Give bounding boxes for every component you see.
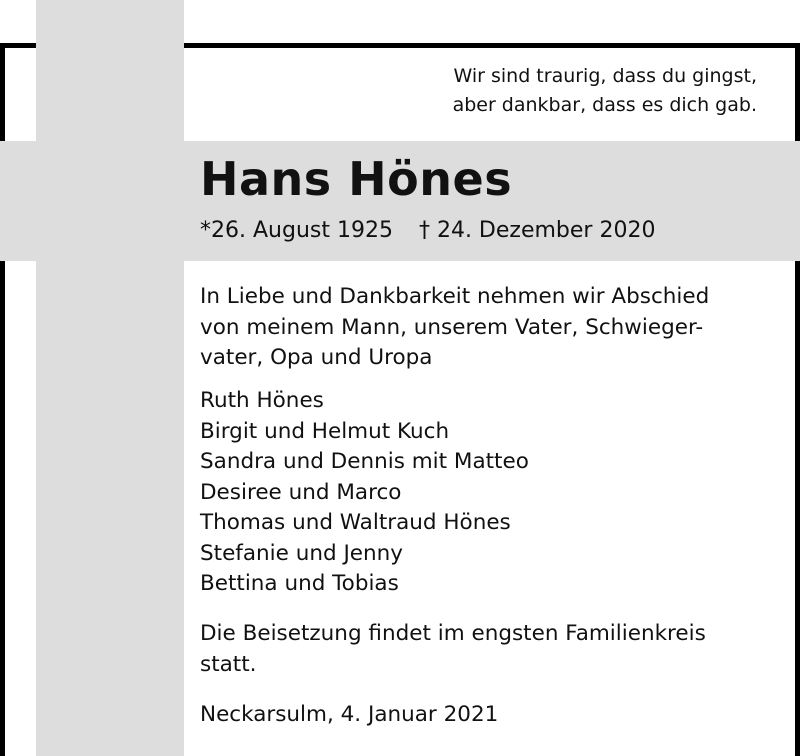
mourner: Sandra und Dennis mit Matteo xyxy=(200,449,529,474)
farewell-text xyxy=(200,282,709,374)
mourner: Desiree und Marco xyxy=(200,479,402,505)
burial-line-1: Die Beisetzung findet im engsten Familienkreis xyxy=(200,621,706,646)
deceased-name: Hans Hönes xyxy=(200,152,513,206)
motto xyxy=(357,62,757,120)
mourner: Ruth Hönes xyxy=(200,388,324,413)
life-dates xyxy=(200,216,655,246)
mourner: Stefanie und Jenny xyxy=(200,540,403,566)
farewell-line-3: vater, Opa und Uropa xyxy=(200,345,433,370)
motto-line-2: aber dankbar, dass es dich gab. xyxy=(452,94,757,116)
burial-note xyxy=(200,619,706,680)
mourner: Thomas und Waltraud Hönes xyxy=(200,510,511,535)
farewell-line-1: In Liebe und Dankbarkeit nehmen wir Abschied xyxy=(200,284,710,309)
place-and-date: Neckarsulm, 4. Januar 2021 xyxy=(200,702,499,727)
motto-line-1: Wir sind traurig, dass du gingst, xyxy=(453,65,757,87)
mourner: Birgit und Helmut Kuch xyxy=(200,418,450,444)
mourners-list xyxy=(200,386,529,600)
farewell-line-2: von meinem Mann, unserem Vater, Schwieger- xyxy=(200,314,704,340)
cross-icon xyxy=(36,0,184,756)
burial-line-2: statt. xyxy=(200,651,257,677)
death-date: † 24. Dezember 2020 xyxy=(418,218,656,243)
mourner: Bettina und Tobias xyxy=(200,571,399,596)
birth-date: *26. August 1925 xyxy=(200,218,393,243)
